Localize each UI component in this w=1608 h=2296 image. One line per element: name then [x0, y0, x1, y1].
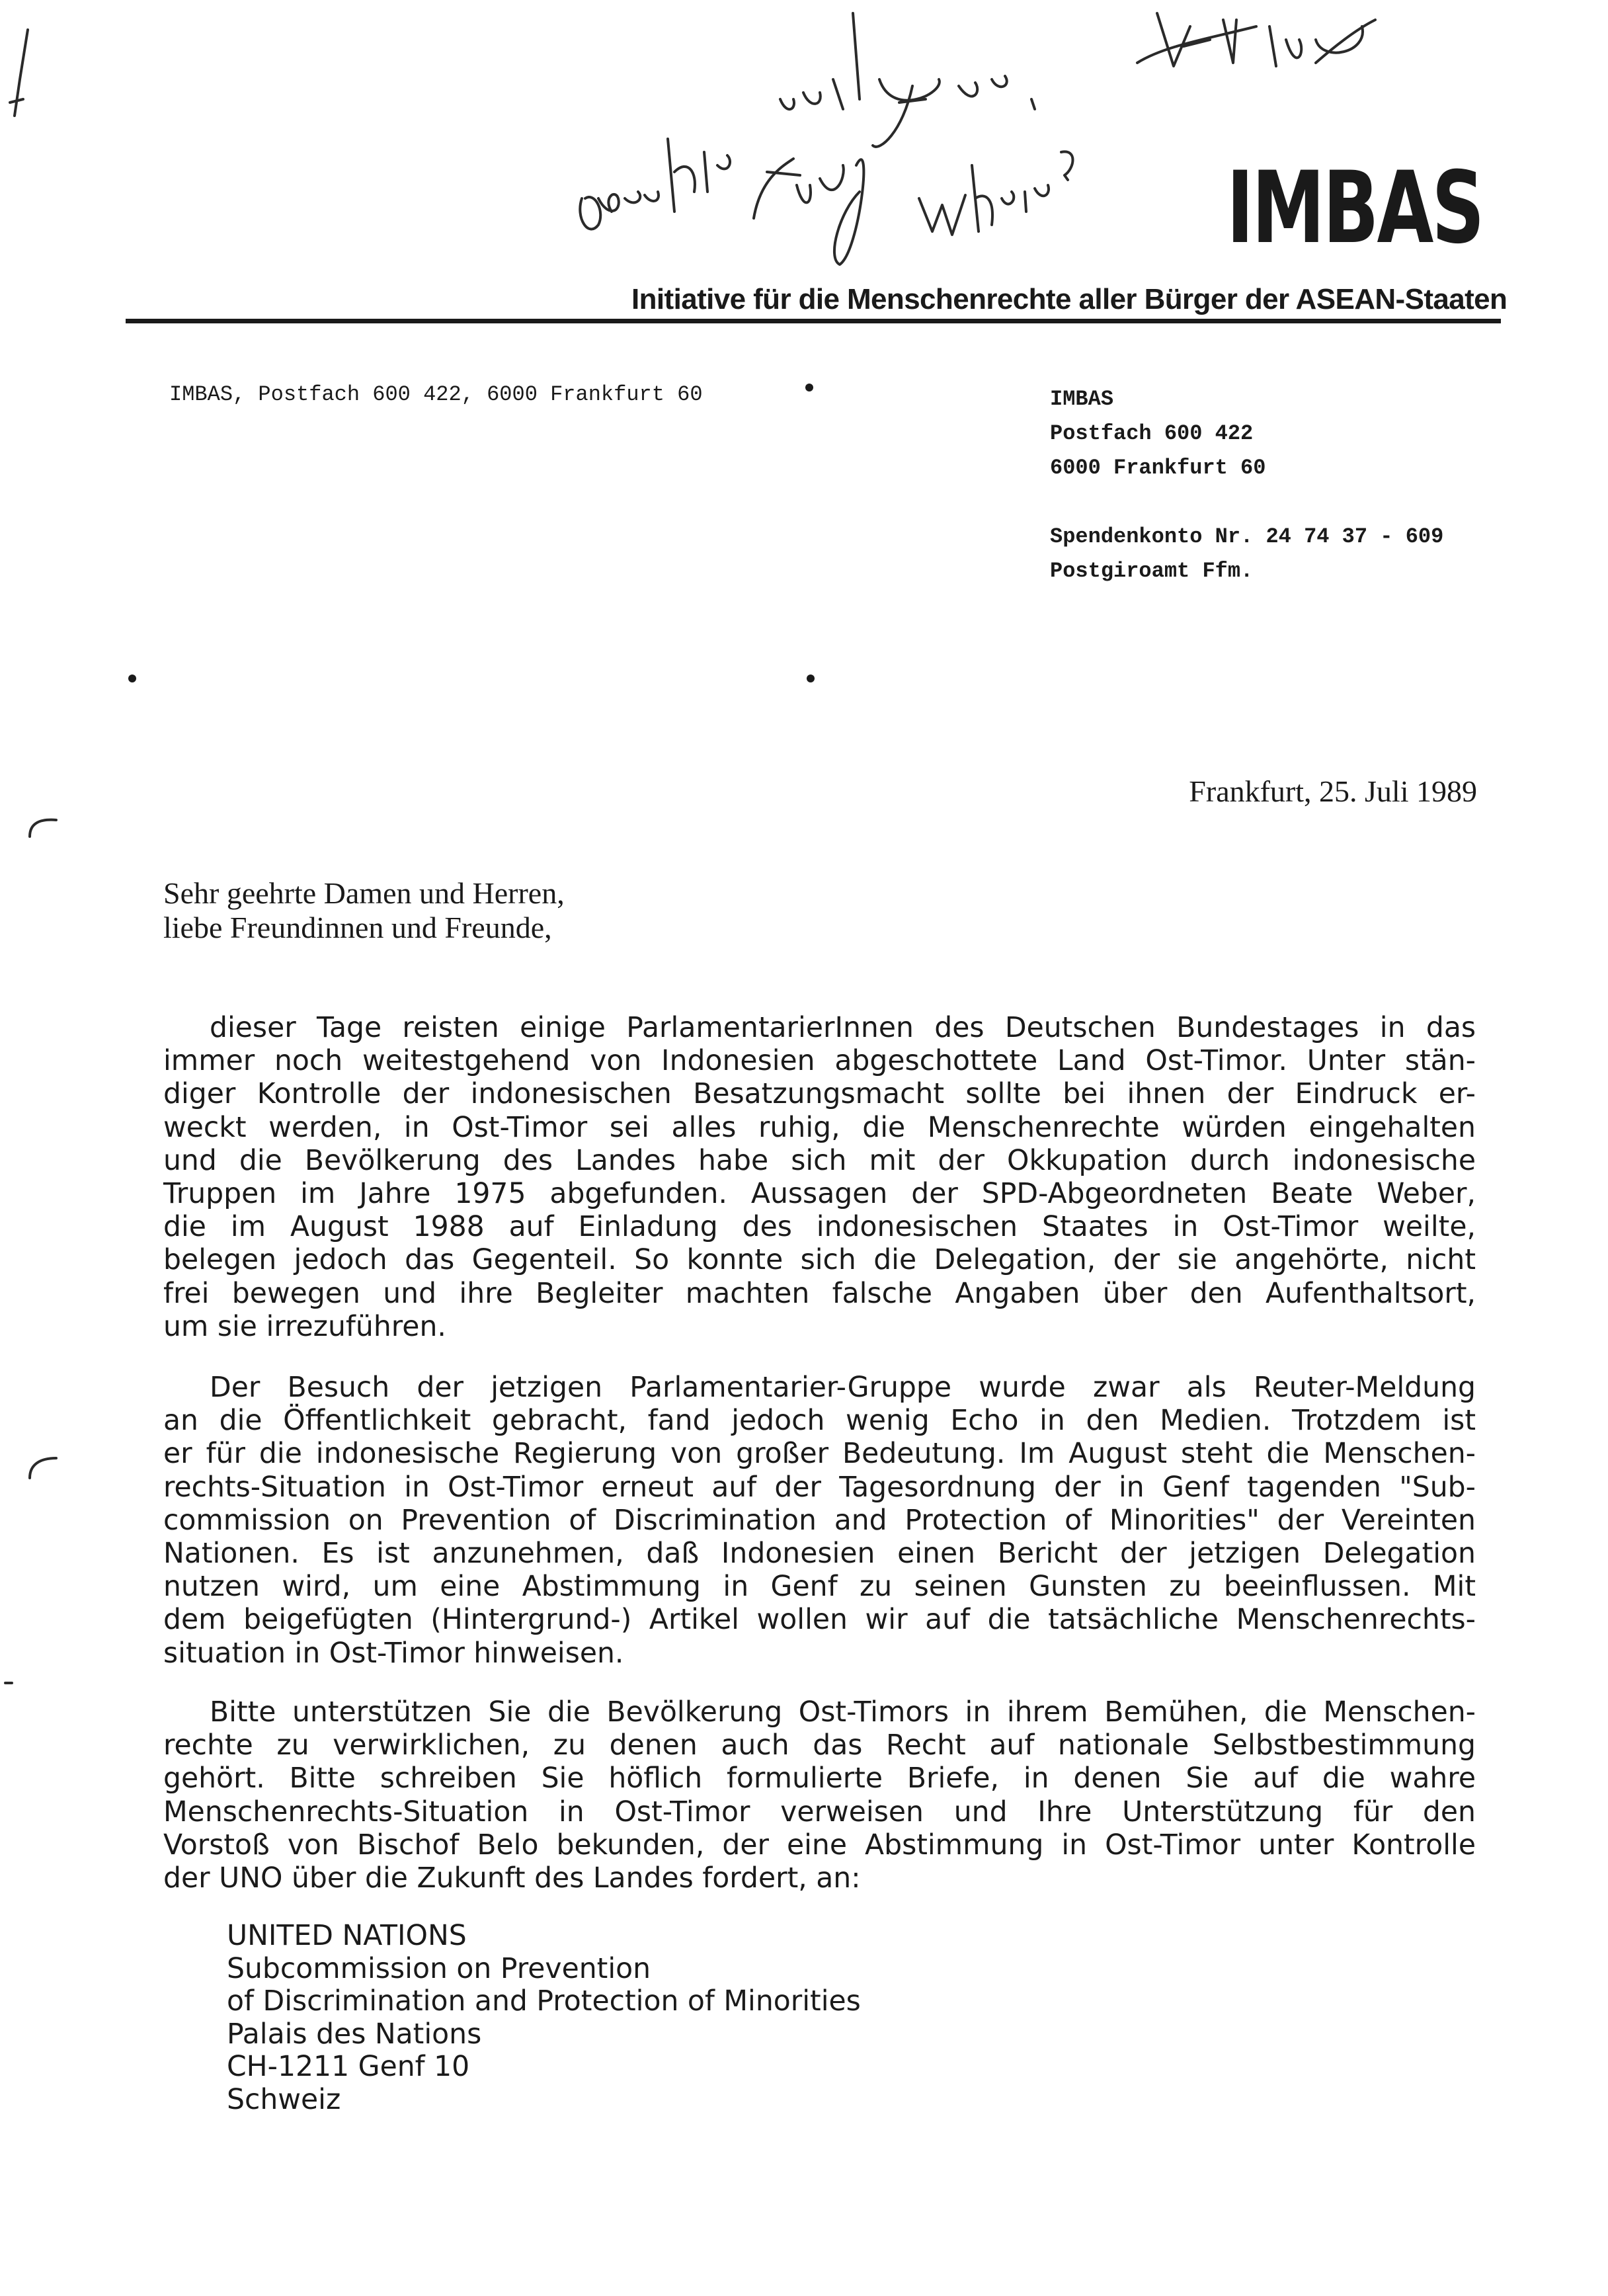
- text-line: commission on Prevention of Discrimination and Protection of Minorities" der Vereinten: [163, 1504, 1476, 1537]
- address-line: UNITED NATIONS: [227, 1920, 467, 1952]
- address-line: of Discrimination and Protection of Minorities: [227, 1985, 861, 2018]
- text-line: situation in Ost-Timor hinweisen.: [163, 1637, 624, 1670]
- note-fixing: [754, 159, 864, 265]
- contact-bank: Postgiroamt Ffm.: [1050, 559, 1254, 583]
- address-line: Schweiz: [227, 2083, 341, 2116]
- header-rule: [126, 319, 1501, 323]
- text-line: dem beigefügten (Hintergrund-) Artikel wollen wir auf die tatsächliche Menschenrechts-: [163, 1604, 1476, 1637]
- contact-postbox: Postfach 600 422: [1050, 421, 1254, 446]
- fold-mark-left: [128, 675, 136, 682]
- paragraph-3: [163, 1696, 1476, 1895]
- sender-return-line: IMBAS, Postfach 600 422, 6000 Frankfurt 60: [169, 382, 703, 407]
- text-line: und die Bevölkerung des Landes habe sich mit der Okkupation durch indonesische: [163, 1144, 1476, 1177]
- text-line: Der Besuch der jetzigen Parlamentarier-Gruppe wurde zwar als Reuter-Meldung: [210, 1372, 1476, 1404]
- address-line: Palais des Nations: [227, 2018, 482, 2051]
- note-does: [580, 192, 659, 229]
- text-line: rechts-Situation in Ost-Timor erneut auf der Tagesordnung der in Genf tagenden "Sub-: [163, 1471, 1476, 1504]
- text-line: rechte zu verwirklichen, zu denen auch das Recht auf nationale Selbstbestimmung: [163, 1729, 1476, 1762]
- initials-1: [1137, 13, 1256, 66]
- address-line: Subcommission on Prevention: [227, 1952, 651, 1985]
- salutation: [163, 876, 565, 945]
- text-line: dieser Tage reisten einige ParlamentarierInnen des Deutschen Bundestages in das: [210, 1012, 1476, 1044]
- text-line: frei bewegen und ihre Begleiter machten falsche Angaben über den Aufenthaltsort,: [163, 1277, 1476, 1310]
- salutation-line: Sehr geehrte Damen und Herren,: [163, 876, 565, 910]
- imbas-logo: IMBAS: [1226, 151, 1483, 266]
- text-line: der UNO über die Zukunft des Landes fordert, an:: [163, 1862, 861, 1895]
- note-if-so: [873, 76, 1035, 147]
- note-need: [780, 13, 860, 109]
- paragraph-2: [163, 1372, 1476, 1670]
- note-this: [668, 139, 730, 212]
- contact-account: Spendenkonto Nr. 24 74 37 - 609: [1050, 524, 1444, 549]
- text-line: an die Öffentlichkeit gebracht, fand jedoch wenig Echo in den Medien. Trotzdem ist: [163, 1405, 1476, 1438]
- text-line: Nationen. Es ist anzunehmen, daß Indonesien einen Bericht der jetzigen Delegation: [163, 1538, 1476, 1571]
- text-line: Menschenrechts-Situation in Ost-Timor verweisen und Ihre Unterstützung für den: [163, 1795, 1476, 1828]
- text-line: Vorstoß von Bischof Belo bekunden, der eine Abstimmung in Ost-Timor unter Kontrolle: [163, 1828, 1476, 1862]
- text-line: Bitte unterstützen Sie die Bevölkerung Ost-Timors in ihrem Bemühen, die Menschen-: [210, 1696, 1476, 1729]
- recipient-address: [227, 1920, 861, 2116]
- initials-2: [1269, 20, 1375, 66]
- address-line: CH-1211 Genf 10: [227, 2051, 470, 2083]
- note-where: [919, 151, 1073, 235]
- organization-tagline: Initiative für die Menschenrechte aller Bürger der ASEAN-Staaten: [631, 283, 1508, 315]
- text-line: er für die indonesische Regierung von großer Bedeutung. Im August steht die Menschen-: [163, 1438, 1476, 1471]
- text-line: diger Kontrolle der indonesischen Besatzungsmacht sollte bei ihnen der Eindruck er-: [163, 1078, 1476, 1111]
- text-line: gehört. Bitte schreiben Sie höflich formulierte Briefe, in denen Sie auf die wahre: [163, 1762, 1476, 1795]
- text-line: um sie irrezuführen.: [163, 1310, 446, 1343]
- contact-city: 6000 Frankfurt 60: [1050, 456, 1266, 480]
- salutation-line: liebe Freundinnen und Freunde,: [163, 911, 552, 944]
- contact-name: IMBAS: [1050, 387, 1114, 411]
- fold-mark-center: [807, 675, 815, 682]
- text-line: belegen jedoch das Gegenteil. So konnte sich die Delegation, der sie angehörte, nicht: [163, 1244, 1476, 1277]
- text-line: Truppen im Jahre 1975 abgefunden. Aussagen der SPD-Abgeordneten Beate Weber,: [163, 1178, 1476, 1211]
- contact-block: [1050, 382, 1443, 589]
- punch-mark: [805, 384, 813, 391]
- paragraph-1: [163, 1012, 1476, 1344]
- text-line: weckt werden, in Ost-Timor sei alles ruhig, die Menschenrechte würden eingehalten: [163, 1111, 1476, 1144]
- text-line: die im August 1988 auf Einladung des indonesischen Staates in Ost-Timor weilte,: [163, 1211, 1476, 1244]
- letter-date: Frankfurt, 25. Juli 1989: [1189, 774, 1477, 808]
- text-line: nutzen wird, um eine Abstimmung in Genf zu seinen Gunsten zu beeinflussen. Mit: [163, 1571, 1476, 1604]
- text-line: immer noch weitestgehend von Indonesien abgeschottete Land Ost-Timor. Unter stän-: [163, 1045, 1476, 1078]
